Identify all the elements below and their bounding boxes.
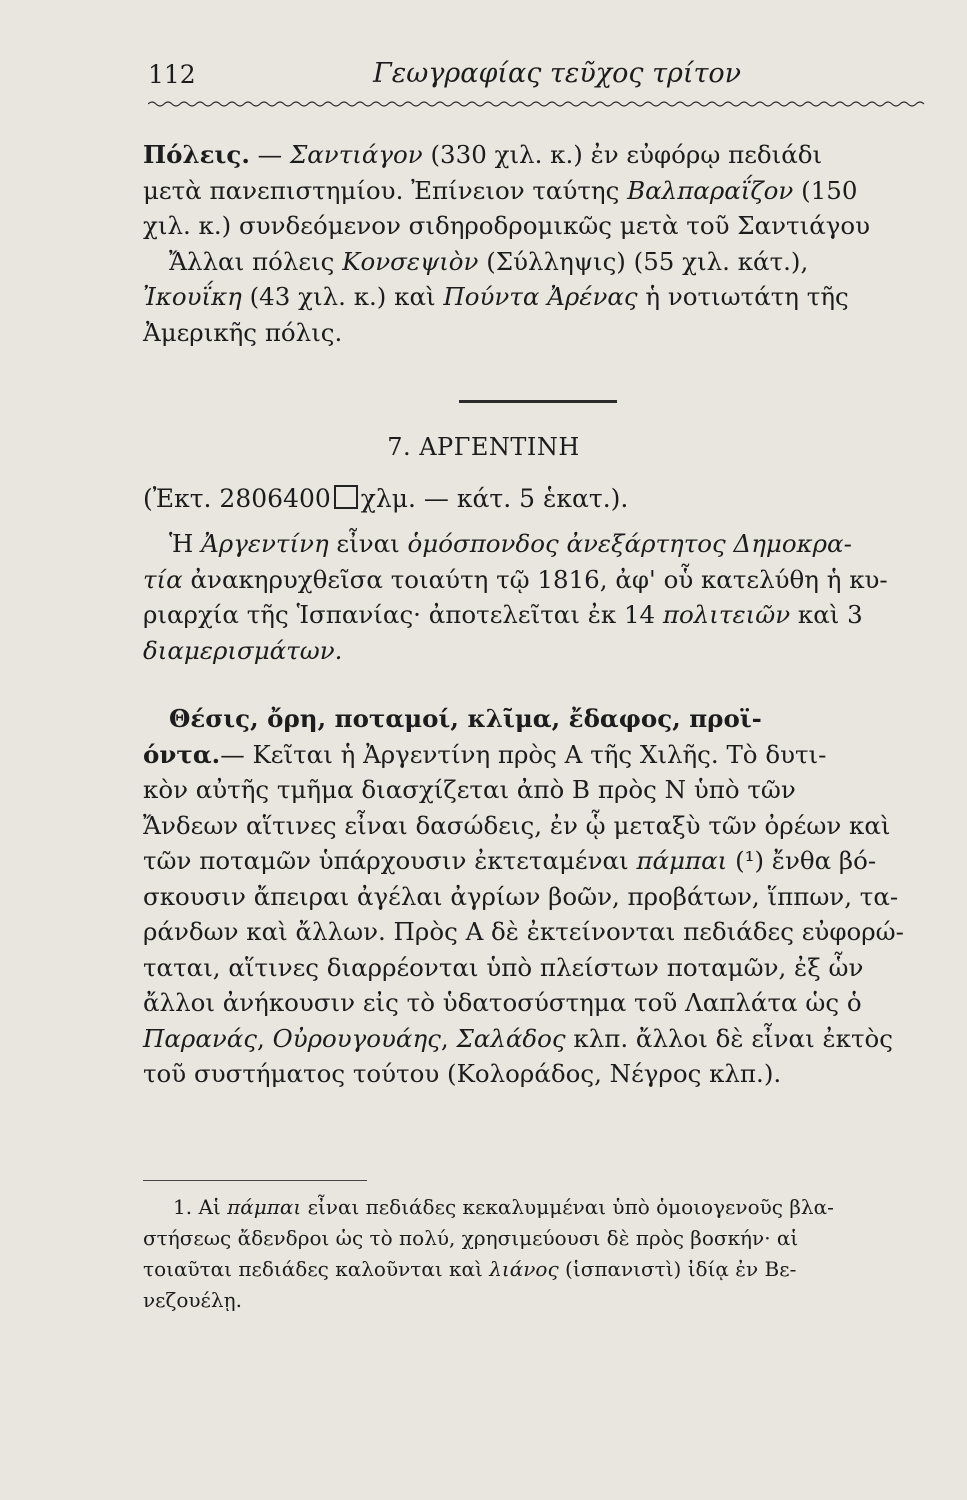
- country-stats: (Ἐκτ. 2806400 χλμ. — κάτ. 5 ἑκατ.).: [143, 484, 629, 513]
- city-iquique: Ἰκουΐκη: [143, 282, 242, 311]
- square-km-icon: [334, 485, 358, 509]
- city-santiago: Σαντιάγον: [289, 140, 423, 169]
- footnote: 1. Αἱ πάμπαι εἶναι πεδιάδες κεκαλυμμέναι ὑπὸ ὁμοιογενοῦς βλα- στήσεως ἄδενδροι ὡς τὸ πολύ, χρησιμεύουσι δὲ πρὸς βοσκήν· αἱ τοιαῦται πεδιάδες καλοῦνται καὶ λιάνος (ἱσπανιστὶ) ἰδίᾳ ἐν Βε- νεζουέλῃ.: [143, 1195, 834, 1312]
- section-separator: [459, 400, 617, 403]
- header-wavy-rule: [148, 98, 928, 110]
- paragraph-argentina-government: Ἡ Ἀργεντίνη εἶναι ὁμόσπονδος ἀνεξάρτητος Δημοκρα- τία ἀνακηρυχθεῖσα τοιαύτη τῷ 1816, ἀφ' οὗ κατελύθη ἡ κυ- ριαρχία τῆς Ἱσπανίας· ἀποτελεῖται ἐκ 14 πολιτειῶν καὶ 3 διαμερισμάτων.: [143, 529, 888, 665]
- section-heading: 7. ΑΡΓΕΝΤΙΝΗ: [387, 433, 580, 461]
- running-title: Γεωγραφίας τεῦχος τρίτον: [373, 58, 742, 89]
- page-header: [148, 58, 928, 98]
- paragraph-chile-cities: Πόλεις. — Σαντιάγον (330 χιλ. κ.) ἐν εὐφόρῳ πεδιάδι μετὰ πανεπιστημίου. Ἐπίνειον ταύτης Βαλπαραΐζον (150 χιλ. κ.) συνδεόμενον σιδηροδρομικῶς μετὰ τοῦ Σαντιάγου Ἄλλαι πόλεις Κονσεψιὸν (Σύλληψις) (55 χιλ. κάτ.), Ἰκουΐκη (43 χιλ. κ.) καὶ Πούντα Ἀρένας ἡ νοτιωτάτη τῆς Ἀμερικῆς πόλις.: [143, 140, 871, 347]
- footnote-rule: [143, 1180, 367, 1181]
- city-valparaiso: Βαλπαραΐζον: [627, 175, 794, 205]
- page-number: 112: [148, 60, 196, 89]
- city-punta-arenas: Πούντα Ἀρένας: [443, 282, 638, 311]
- paragraph-argentina-geography: Θέσις, ὄρη, ποταμοί, κλῖμα, ἔδαφος, προϊ- όντα.— Κεῖται ἡ Ἀργεντίνη πρὸς Α τῆς Χιλῆς. Τὸ δυτι- κὸν αὐτῆς τμῆμα διασχίζεται ἀπὸ Β πρὸς Ν ὑπὸ τῶν Ἄνδεων αἵτινες εἶναι δασώδεις, ἐν ᾧ μεταξὺ τῶν ὀρέων καὶ τῶν ποταμῶν ὑπάρχουσιν ἐκτεταμέναι πάμπαι (¹) ἔνθα βό- σκουσιν ἄπειραι ἀγέλαι ἀγρίων βοῶν, προβάτων, ἵππων, τα- ράνδων καὶ ἄλλων. Πρὸς Α δὲ ἐκτείνονται πεδιάδες εὐφορώ- ταται, αἵτινες διαρρέονται ὑπὸ πλείστων ποταμῶν, ἐξ ὧν ἄλλοι ἀνήκουσιν εἰς τὸ ὑδατοσύστημα τοῦ Λαπλάτα ὡς ὁ Παρανάς, Οὐρουγουάης, Σαλάδος κλπ. ἄλλοι δὲ εἶναι ἐκτὸς τοῦ συστήματος τούτου (Κολοράδος, Νέγρος κλπ.).: [143, 701, 933, 1092]
- city-concepcion: Κονσεψιὸν: [342, 246, 479, 276]
- subheading-cities: Πόλεις.: [143, 140, 250, 169]
- subheading-geography: Θέσις, ὄρη, ποταμοί, κλῖμα, ἔδαφος, προϊ-: [169, 704, 762, 733]
- footnote-ref: (¹) ἔνθα βό-: [727, 846, 877, 875]
